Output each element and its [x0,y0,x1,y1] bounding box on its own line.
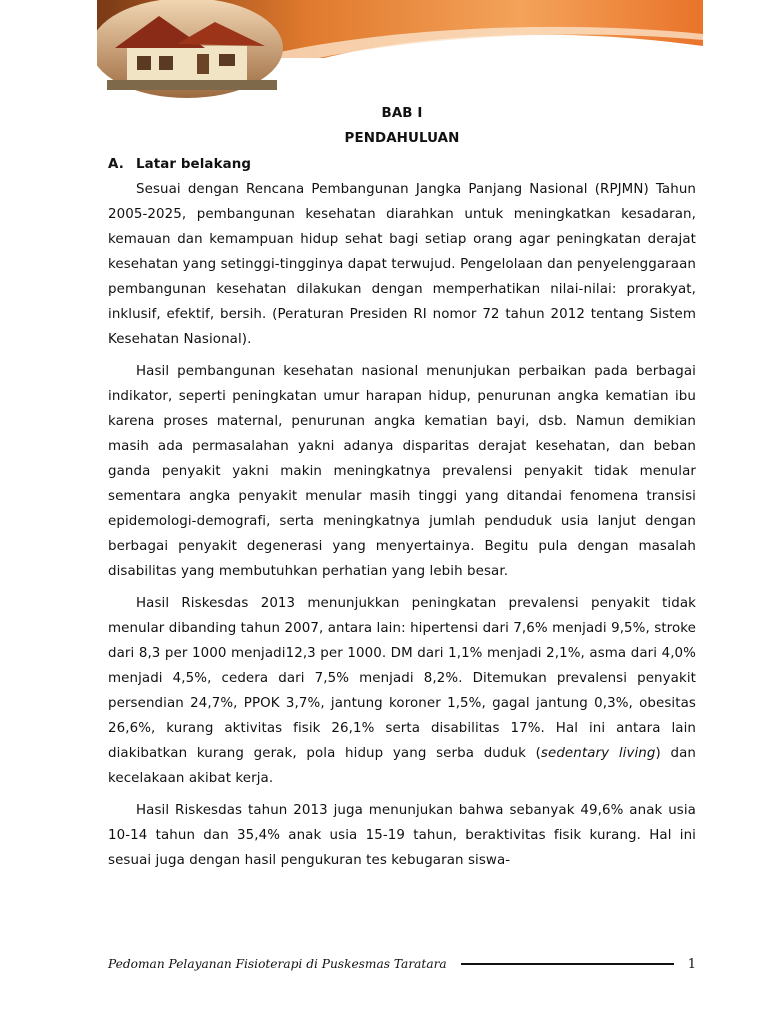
chapter-label: BAB I [381,106,423,121]
section-heading [108,152,696,177]
footer-rule [461,963,674,965]
paragraph-3-italic: sedentary living [540,746,656,761]
page-footer [108,952,696,976]
section-number: A. [108,157,124,172]
chapter-title: PENDAHULUAN [344,131,460,146]
document-body [108,102,696,873]
paragraph-3 [108,591,696,791]
footer-title-main: Pedoman Pelayanan Fisioterapi di Puskesmas [108,957,390,971]
footer-title [108,957,447,971]
header-banner-graphic [97,0,703,98]
paragraph-3-text-a: Hasil Riskesdas 2013 menunjukkan peningkatan prevalensi penyakit tidak menular dibanding tahun 2007, antara lain: hipertensi dari 7,6% menjadi 9,5%, stroke dari 8,3 per 1000 menjadi12,3 per 1000. DM dari 1,1% menjadi 2,1%, asma dari 4,0% menjadi 4,5%, cedera dari 7,5% menjadi 8,2%. Ditemukan prevalensi penyakit persendian 24,7%, PPOK 3,7%, jantung koroner 1,5%, gagal jantung 0,3%, obesitas 26,6%, kurang aktivitas fisik 26,1% serta disabilitas 17%. Hal ini antara lain diakibatkan kurang gerak, pola hidup yang serba duduk ( [108,596,696,761]
footer-title-place: Taratara [393,957,447,971]
paragraph-2: Hasil pembangunan kesehatan nasional menunjukan perbaikan pada berbagai indikator, seperti peningkatan umur harapan hidup, penurunan angka kematian ibu karena proses maternal, penurunan angka kematian bayi, dsb. Namun demikian masih ada permasalahan yakni adanya disparitas derajat kesehatan, dan beban ganda penyakit yakni makin meningkatnya prevalensi penyakit tidak menular sementara angka penyakit menular masih tinggi yang ditandai fenomena transisi epidemologi-demografi, serta meningkatnya jumlah penduduk usia lanjut dengan berbagai penyakit degenerasi yang menyertainya. Begitu pula dengan masalah disabilitas yang membutuhkan perhatian yang lebih besar. [108,364,696,579]
paragraph-4: Hasil Riskesdas tahun 2013 juga menunjukan bahwa sebanyak 49,6% anak usia 10-14 tahun dan 35,4% anak usia 15-19 tahun, beraktivitas fisik kurang. Hal ini sesuai juga dengan hasil pengukuran tes kebugaran siswa- [108,803,696,868]
paragraph-1: Sesuai dengan Rencana Pembangunan Jangka Panjang Nasional (RPJMN) Tahun 2005-2025, pembangunan kesehatan diarahkan untuk meningkatkan kesadaran, kemauan dan kemampuan hidup sehat bagi setiap orang agar peningkatan derajat kesehatan yang setinggi-tingginya dapat terwujud. Pengelolaan dan penyelenggaraan pembangunan kesehatan dilakukan dengan memperhatikan nilai-nilai: prorakyat, inklusif, efektif, bersih. (Peraturan Presiden RI nomor 72 tahun 2012 tentang Sistem Kesehatan Nasional). [108,182,696,347]
paragraph-3-text-b: ) dan kecelakaan akibat kerja. [108,746,696,786]
page-number: 1 [687,956,696,972]
section-title: Latar belakang [136,157,252,172]
header-banner [97,0,703,98]
